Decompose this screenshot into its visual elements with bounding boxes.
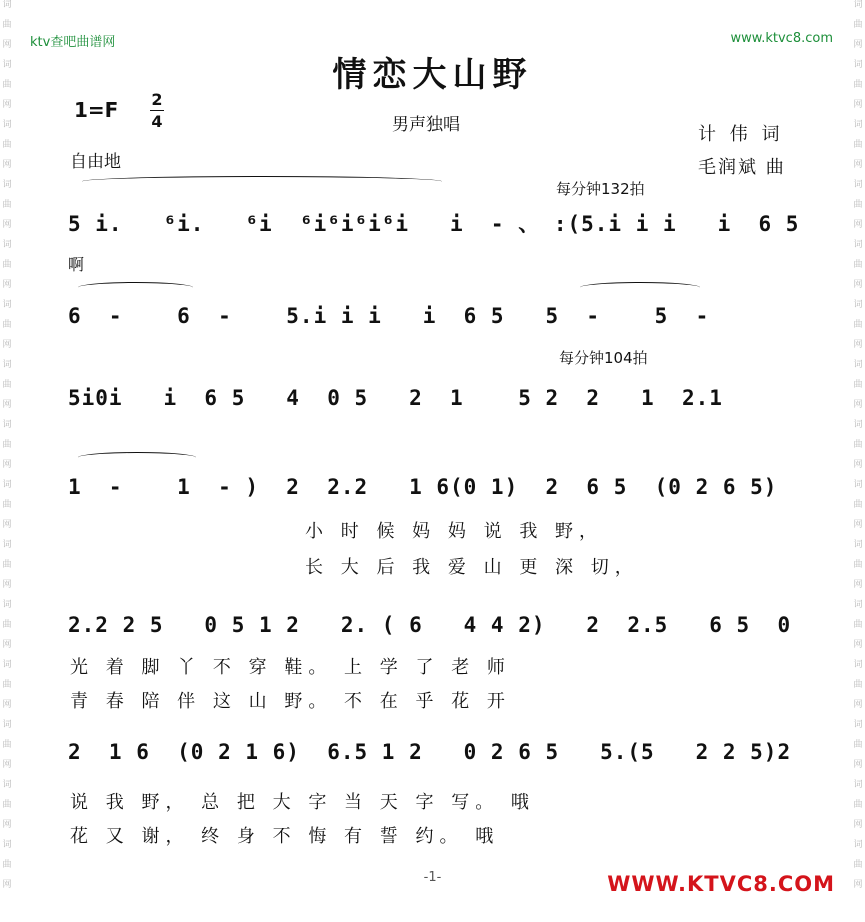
lyric-line: 长 大 后 我 爱 山 更 深 切， (305, 557, 639, 578)
tempo-marking-free: 自由地 (70, 152, 121, 172)
score-row-3 (68, 386, 813, 426)
tempo-marking-104: 每分钟104拍 (559, 349, 648, 367)
key-signature: 1=F (74, 98, 119, 122)
slur (78, 282, 193, 293)
notation-line: 5i0i i 6 5 4 0 5 2 1 5 2 2 1 2.1 (68, 386, 723, 410)
slur (82, 176, 442, 187)
slur (580, 282, 700, 293)
composer-credit: 毛润斌 曲 (698, 157, 786, 178)
performance-style: 男声独唱 (392, 115, 460, 135)
site-url-right[interactable]: www.ktvc8.com (730, 31, 833, 46)
time-signature (150, 90, 164, 131)
lyric-line: 光 着 脚 丫 不 穿 鞋。 上 学 了 老 师 (70, 657, 511, 678)
side-watermark-right: 词 曲 网 词 曲 网 词 曲 网 词 曲 网 词 曲 网 词 曲 网 词 曲 网 词 曲 网 词 曲 网 词 曲 网 词 曲 网 词 曲 网 词 曲 网 词 曲 网 词 曲 网 (853, 0, 863, 890)
notation-line: 1 - 1 - ) 2 2.2 1 6(0 1) 2 6 5 (0 2 6 5) (68, 475, 778, 499)
score-row-5 (68, 613, 813, 653)
site-name-left[interactable]: ktv查吧曲谱网 (30, 35, 116, 50)
tempo-marking-132: 每分钟132拍 (556, 180, 645, 198)
meter-bottom: 4 (151, 112, 163, 131)
lyric-line: 小 时 候 妈 妈 说 我 野， (305, 521, 604, 542)
lyricist-credit: 计 伟 词 (698, 124, 784, 145)
page-number: -1- (423, 870, 442, 885)
score-row-1 (68, 208, 813, 248)
side-watermark-left: 词 曲 网 词 曲 网 词 曲 网 词 曲 网 词 曲 网 词 曲 网 词 曲 网 词 曲 网 词 曲 网 词 曲 网 词 曲 网 词 曲 网 词 曲 网 词 曲 网 词 曲 网 (2, 0, 12, 890)
lyric-line: 说 我 野， 总 把 大 字 当 天 字 写。 哦 (70, 792, 535, 813)
song-title: 情恋大山野 (332, 55, 533, 95)
score-row-6 (68, 740, 813, 780)
score-row-2 (68, 304, 813, 344)
notation-line: 2.2 2 5 0 5 1 2 2. ( 6 4 4 2) 2 2.5 6 5 0 (68, 613, 792, 637)
notation-line: 5 i. ⁶i. ⁶i ⁶i⁶i⁶i⁶i i - 、 :(5.i i i i 6 5 (68, 212, 800, 236)
lyric-line: 花 又 谢， 终 身 不 悔 有 誓 约。 哦 (70, 826, 500, 847)
meter-divider (150, 110, 164, 111)
lyric-interjection: 啊 (68, 255, 85, 274)
site-logo[interactable]: WWW.KTVC8.COM (607, 872, 835, 896)
slur (78, 452, 196, 463)
notation-line: 6 - 6 - 5.i i i i 6 5 5 - 5 - (68, 304, 710, 328)
meter-top: 2 (151, 90, 163, 109)
lyric-line: 青 春 陪 伴 这 山 野。 不 在 乎 花 开 (70, 691, 511, 712)
score-row-4 (68, 475, 813, 515)
notation-line: 2 1 6 (0 2 1 6) 6.5 1 2 0 2 6 5 5.(5 2 2 5)2 (68, 740, 792, 764)
